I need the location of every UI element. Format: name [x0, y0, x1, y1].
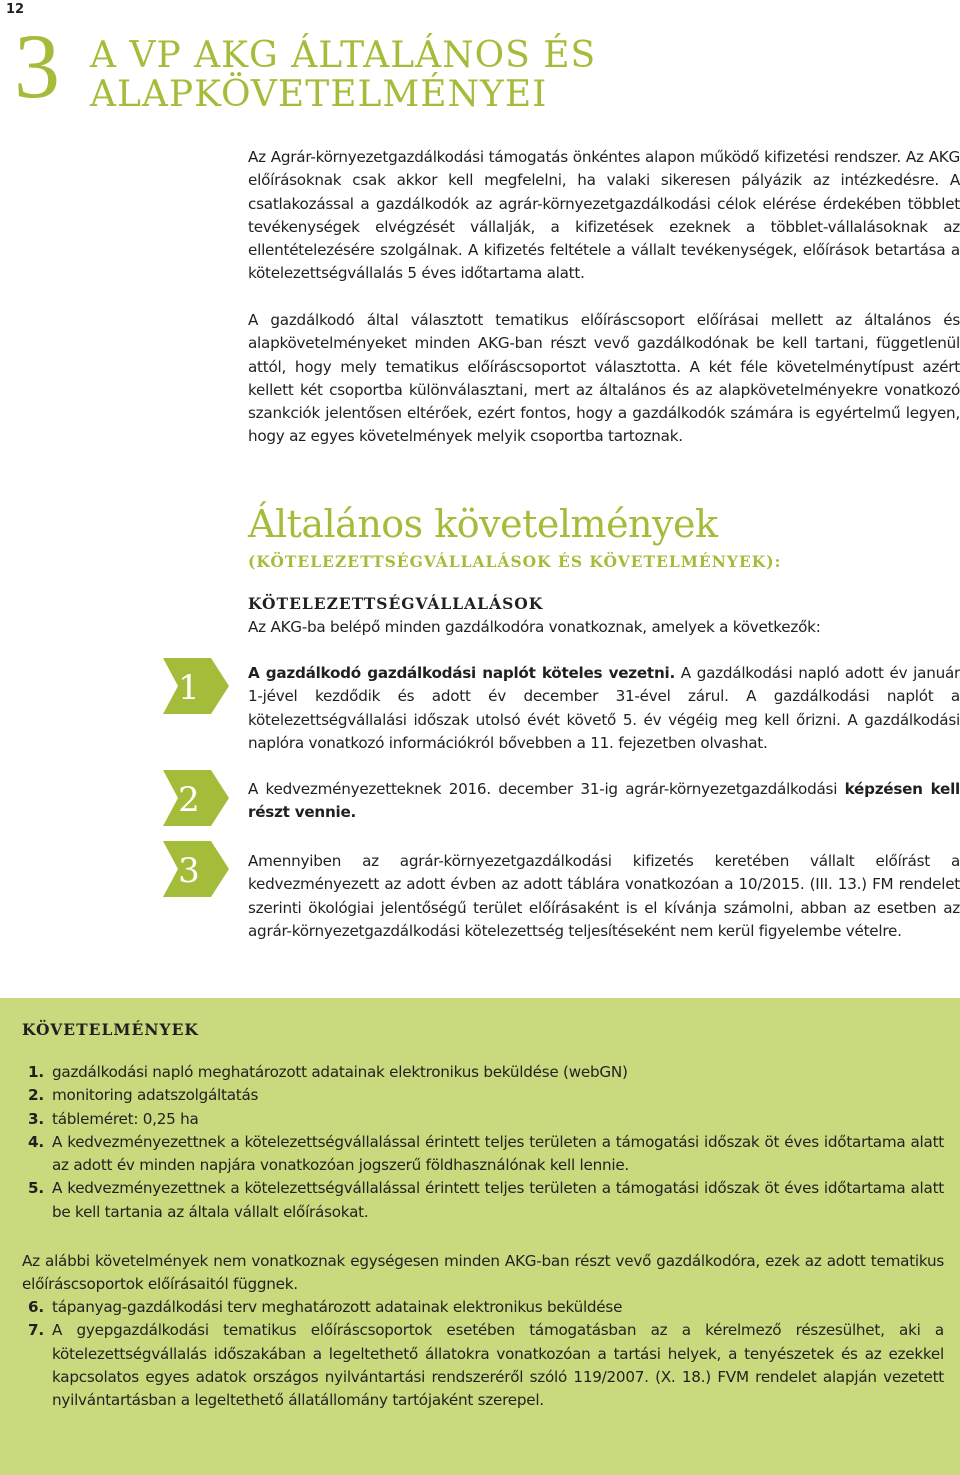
number-badge-1: [163, 658, 229, 714]
requirement-text: A kedvezményezettnek a kötelezettségvállalással érintett teljes területen a támogatási időszak öt éves időtartama alatt be kell tartania az általa vállalt előírásokat.: [52, 1179, 944, 1221]
badge-number: 1: [178, 668, 200, 708]
commitments-heading: KÖTELEZETTSÉGVÁLLALÁSOK: [248, 594, 544, 613]
commitment-text: A gazdálkodási napló adott év január 1-jével kezdődik és adott év december 31-ével zárul. A gazdálkodási naplót a kötelezettségvállalási időszak utolsó évét követő 5. év végéig meg kell őrizni. A gazdálkodási naplóra vonatkozó információkról bővebben a 11. fejezetben olvashat.: [248, 664, 960, 752]
requirement-text: gazdálkodási napló meghatározott adatainak elektronikus beküldése (webGN): [52, 1063, 628, 1081]
page-number: 12: [6, 2, 25, 17]
requirement-text: tápanyag-gazdálkodási terv meghatározott adatainak elektronikus beküldése: [52, 1298, 623, 1316]
intro-paragraph-1: Az Agrár-környezetgazdálkodási támogatás önkéntes alapon működő kifizetési rendszer. Az AKG előírásoknak csak akkor kell megfelelni, ha valaki sikeresen pályázik az intézkedésre. A csatlakozással a gazdálkodók az agrár-környezetgazdálkodási célok elérése érdekében többlet tevékenységek elvégzését vállalják, a kifizetések ezeknek a többlet-vállalásoknak az ellentételezésére szolgálnak. A kifizetés feltétele a vállalt tevékenységek, előírások betartása a kötelezettségvállalás 5 éves időtartama alatt.: [248, 148, 960, 283]
requirement-item: [22, 1319, 944, 1412]
requirement-item: [22, 1108, 944, 1131]
requirements-heading: KÖVETELMÉNYEK: [22, 1020, 199, 1039]
commitment-text: A kedvezményezetteknek 2016. december 31-ig agrár-környezetgazdálkodási: [248, 780, 845, 798]
requirement-number: 7.: [28, 1321, 44, 1340]
requirement-item: [22, 1177, 944, 1224]
requirement-item: [22, 1084, 944, 1107]
requirements-list-conditional: [22, 1296, 944, 1412]
requirement-number: 4.: [28, 1132, 44, 1151]
requirement-item: [22, 1131, 944, 1178]
requirement-item: [22, 1061, 944, 1084]
requirement-text: monitoring adatszolgáltatás: [52, 1086, 259, 1105]
commitment-item-2: [248, 778, 960, 825]
section-heading: Általános követelmények: [248, 502, 718, 546]
badge-number: 2: [178, 780, 200, 820]
section-subheading: (KÖTELEZETTSÉGVÁLLALÁSOK ÉS KÖVETELMÉNYEK):: [248, 552, 782, 571]
requirement-item: [22, 1296, 944, 1319]
requirement-text: A gyepgazdálkodási tematikus előíráscsoportok esetében támogatásban az a kérelmező részesülhet, aki a kötelezettségvállalás időszakában a legeltethető állatokra vonatkozóan a tartási helyek, a tenyészetek és az ezekkel kapcsolatos egyes adatok országos nyilvántartási rendszeréről szóló 119/2007. (X. 18.) FVM rendelet alapján vezetett nyilvántartásban a legeltethető állatállomány tartójaként szerepel.: [52, 1321, 944, 1410]
commitment-item-1: [248, 662, 960, 755]
commitment-item-3: Amennyiben az agrár-környezetgazdálkodási kifizetés keretében vállalt előírást a kedvezményezett az adott évben az adott táblára vonatkozóan a 10/2015. (III. 13.) FM rendelet szerinti ökológiai jelentőségű terület előírásaként is el kívánja számolni, abban az esetben az agrár-környezetgazdálkodási kötelezettség teljesítéseként nem kerül figyelembe vételre.: [248, 852, 960, 940]
requirement-number: 2.: [28, 1086, 44, 1105]
requirements-list: [22, 1061, 944, 1224]
requirement-text: tábleméret: 0,25 ha: [52, 1109, 199, 1128]
requirements-note: Az alábbi követelmények nem vonatkoznak egységesen minden AKG-ban részt vevő gazdálkodóra, ezek az adott tematikus előíráscsoportok előírásaitól függnek.: [22, 1252, 944, 1294]
requirement-number: 3.: [28, 1109, 44, 1128]
intro-paragraph-2: A gazdálkodó által választott tematikus előíráscsoport előírásai mellett az általános és alapkövetelményeket minden AKG-ban részt vevő gazdálkodónak be kell tartani, függetlenül attól, hogy mely tematikus előíráscsoportot választotta. A két féle követelménytípust azért kellett két csoportba különválasztani, mert az általános és az alapkövetelményekre vonatkozó szankciók jelentősen eltérőek, ezért fontos, hogy a gazdálkodók számára is egyértelmű legyen, hogy az egyes követelmények melyik csoportba tartoznak.: [248, 311, 960, 446]
number-badge-3: [163, 841, 229, 897]
chapter-title: A VP AKG ÁLTALÁNOS ÉS ALAPKÖVETELMÉNYEI: [90, 35, 597, 115]
requirement-number: 1.: [28, 1063, 44, 1081]
requirement-text: A kedvezményezettnek a kötelezettségvállalással érintett teljes területen a támogatási időszak öt éves időtartama alatt az adott év minden napjára vonatkozóan jogszerű földhasználónak kell lennie.: [52, 1132, 944, 1175]
commitment-bold: A gazdálkodó gazdálkodási naplót köteles vezetni.: [248, 664, 675, 682]
badge-number: 3: [178, 851, 200, 891]
requirement-number: 6.: [28, 1298, 44, 1316]
chapter-number: 3: [14, 15, 60, 117]
commitment-bold: képzésen kell részt vennie.: [248, 780, 960, 822]
requirement-number: 5.: [28, 1179, 44, 1198]
commitments-intro: Az AKG-ba belépő minden gazdálkodóra vonatkoznak, amelyek a következők:: [248, 618, 821, 636]
number-badge-2: [163, 770, 229, 826]
